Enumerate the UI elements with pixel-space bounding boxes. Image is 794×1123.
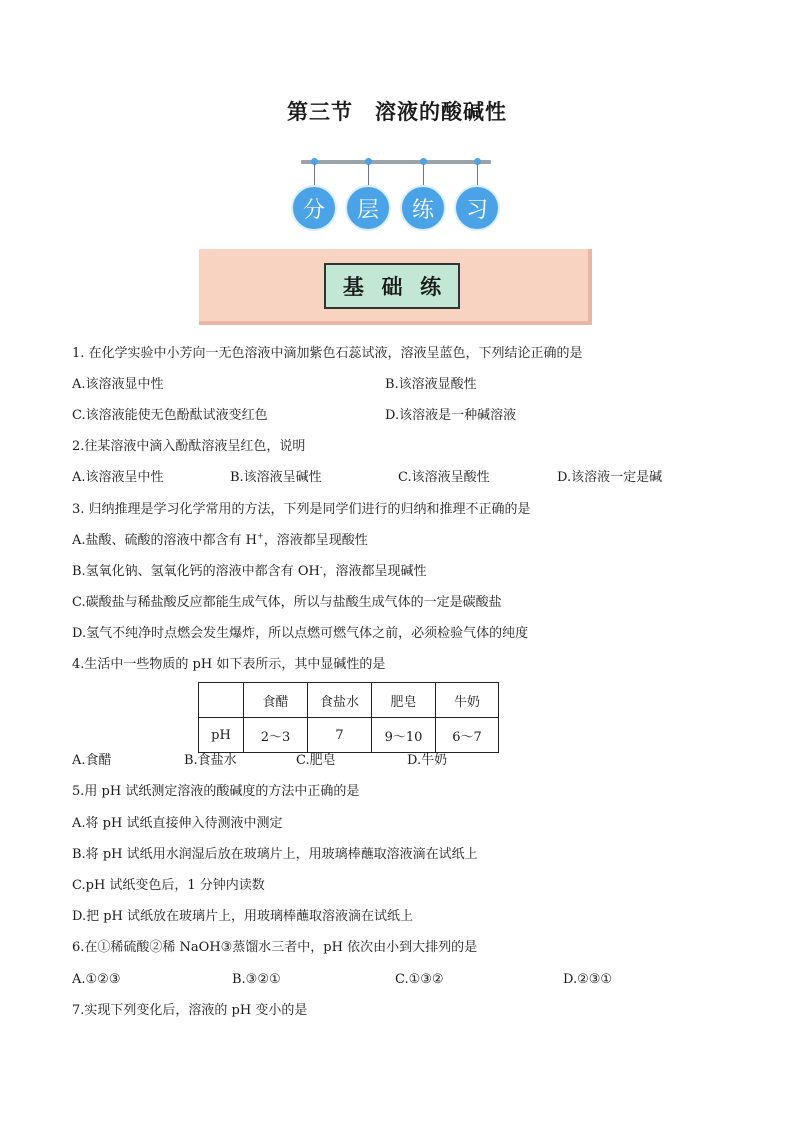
table-header-cell: 牛奶	[436, 683, 499, 718]
table-header-row	[199, 683, 499, 718]
section-number: 第三节	[287, 100, 353, 124]
pin-string	[477, 164, 478, 186]
pin-string	[423, 164, 424, 186]
table-cell: 6～7	[436, 718, 499, 753]
q4-option-c: C.肥皂	[296, 753, 336, 768]
q2-option-a: A.该溶液呈中性	[72, 470, 164, 485]
q6-option-a: A.①②③	[72, 972, 121, 987]
badge-lian: 练	[400, 185, 446, 231]
ph-table	[198, 682, 499, 753]
question-4-stem: 4.生活中一些物质的 pH 如下表所示，其中显碱性的是	[72, 657, 386, 672]
table-header-cell: 肥皂	[372, 683, 436, 718]
page-title	[0, 96, 794, 126]
q1-option-b: B.该溶液显酸性	[385, 377, 477, 392]
q6-option-d: D.②③①	[563, 972, 613, 987]
question-7-stem: 7.实现下列变化后，溶液的 pH 变小的是	[72, 1003, 308, 1018]
q6-option-c: C.①③②	[395, 972, 444, 987]
banner-char: 基	[342, 275, 364, 299]
rail-bar	[301, 160, 491, 164]
question-6-stem: 6.在①稀硫酸②稀 NaOH③蒸馏水三者中，pH 依次由小到大排列的是	[72, 940, 478, 955]
q4-option-a: A.食醋	[72, 753, 112, 768]
q6-option-b: B.③②①	[232, 972, 281, 987]
q5-option-a: A.将 pH 试纸直接伸入待测液中测定	[72, 816, 283, 831]
table-header-cell: 食盐水	[308, 683, 372, 718]
table-cell: 7	[308, 718, 372, 753]
pin-string	[368, 164, 369, 186]
q3-option-c: C.碳酸盐与稀盐酸反应都能生成气体，所以与盐酸生成气体的一定是碳酸盐	[72, 595, 502, 610]
table-row	[199, 718, 499, 753]
table-header-cell	[199, 683, 244, 718]
banner-char: 础	[381, 275, 403, 299]
question-2-stem: 2.往某溶液中滴入酚酞溶液呈红色，说明	[72, 439, 306, 454]
q1-option-c: C.该溶液能使无色酚酞试液变红色	[72, 408, 268, 423]
q4-option-d: D.牛奶	[407, 753, 448, 768]
banner-label	[324, 263, 460, 309]
badge-ceng: 层	[345, 185, 391, 231]
q3-option-d: D.氢气不纯净时点燃会发生爆炸，所以点燃可燃气体之前，必须检验气体的纯度	[72, 626, 529, 641]
q1-option-d: D.该溶液是一种碱溶液	[385, 408, 517, 423]
badge-fen: 分	[291, 185, 337, 231]
table-cell: 2～3	[244, 718, 308, 753]
question-1-stem: 1. 在化学实验中小芳向一无色溶液中滴加紫色石蕊试液，溶液呈蓝色，下列结论正确的是	[72, 346, 583, 361]
q4-option-b: B.食盐水	[184, 753, 237, 768]
table-cell: 9～10	[372, 718, 436, 753]
q2-option-c: C.该溶液呈酸性	[398, 470, 490, 485]
q5-option-d: D.把 pH 试纸放在玻璃片上，用玻璃棒蘸取溶液滴在试纸上	[72, 909, 414, 924]
q3-option-a: A.盐酸、硫酸的溶液中都含有 H+，溶液都呈现酸性	[72, 531, 368, 548]
badge-xi: 习	[454, 185, 500, 231]
q2-option-b: B.该溶液呈碱性	[230, 470, 322, 485]
banner-char: 练	[420, 275, 442, 299]
pin-string	[314, 164, 315, 186]
question-3-stem: 3. 归纳推理是学习化学常用的方法，下列是同学们进行的归纳和推理不正确的是	[72, 502, 531, 517]
q3-option-b: B.氢氧化钠、氢氧化钙的溶液中都含有 OH-，溶液都呈现碱性	[72, 562, 427, 579]
section-title: 溶液的酸碱性	[375, 100, 507, 124]
q2-option-d: D.该溶液一定是碱	[557, 470, 663, 485]
q1-option-a: A.该溶液显中性	[72, 377, 164, 392]
table-cell: pH	[199, 718, 244, 753]
table-header-cell: 食醋	[244, 683, 308, 718]
q5-option-c: C.pH 试纸变色后，1 分钟内读数	[72, 878, 265, 893]
q5-option-b: B.将 pH 试纸用水润湿后放在玻璃片上，用玻璃棒蘸取溶液滴在试纸上	[72, 847, 478, 862]
question-5-stem: 5.用 pH 试纸测定溶液的酸碱度的方法中正确的是	[72, 784, 360, 799]
